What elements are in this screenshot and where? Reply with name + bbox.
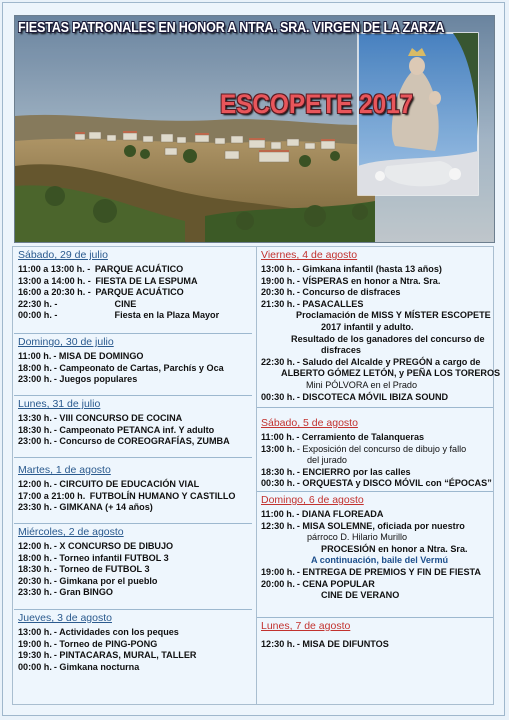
- event-row: 18:00 h. - Torneo infantil FUTBOL 3: [18, 552, 169, 563]
- event-row: 11:00 h. - Cerramiento de Talanqueras: [261, 432, 425, 442]
- landscape-illustration: [15, 16, 494, 242]
- event-row: 20:00 h. - CENA POPULAR: [261, 578, 375, 589]
- day-header: Lunes, 7 de agosto: [261, 620, 351, 632]
- event-row: 13:00 h. - Exposición del concurso de dibujo y fallo: [261, 443, 467, 454]
- event-row: 11:00 h. - MISA DE DOMINGO: [18, 351, 144, 361]
- day-header: Domingo, 6 de agosto: [261, 494, 364, 506]
- event-note: párroco D. Hilario Murillo: [307, 532, 408, 543]
- event-note: PROCESIÓN en honor a Ntra. Sra.: [321, 543, 468, 554]
- day-block-wed-2: [14, 523, 252, 609]
- event-row: 19:30 h. - PINTACARAS, MURAL, TALLER: [18, 650, 197, 661]
- event-row: 23:00 h. - Concurso de COREOGRAFÍAS, ZUMBA: [18, 436, 230, 447]
- event-row: 13:00 a 14:00 h. - FIESTA DE LA ESPUMA: [18, 275, 198, 286]
- event-row: 23:30 h. - Gran BINGO: [18, 587, 113, 598]
- event-row: 11:00 a 13:00 h. - PARQUE ACUÁTICO: [18, 264, 184, 274]
- event-row: 23:00 h. - Juegos populares: [18, 374, 138, 385]
- event-note: A continuación, baile del Vermú: [311, 555, 449, 566]
- event-row: 11:00 h. - DIANA FLOREADA: [261, 509, 384, 519]
- poster-title: FIESTAS PATRONALES EN HONOR A NTRA. SRA. VIRGEN DE LA ZARZA: [18, 20, 445, 36]
- event-row: 12:30 h. - MISA SOLEMNE, oficiada por nuestro: [261, 520, 465, 531]
- event-note: Proclamación de MISS Y MÍSTER ESCOPETE: [296, 310, 491, 321]
- day-block-tue-1: [14, 457, 252, 523]
- day-header: Domingo, 30 de julio: [18, 336, 114, 348]
- event-row: 13:00 h. - Actividades con los peques: [18, 627, 179, 637]
- day-header: Lunes, 31 de julio: [18, 398, 101, 410]
- event-row: 23:30 h. - GIMKANA (+ 14 años): [18, 502, 153, 513]
- event-row: 12:30 h. - MISA DE DIFUNTOS: [261, 639, 389, 649]
- event-row: 21:30 h. - PASACALLES: [261, 298, 364, 309]
- event-row: 12:00 h. - CIRCUITO DE EDUCACIÓN VIAL: [18, 479, 200, 489]
- event-note: ALBERTO GÓMEZ LETÓN, y PEÑA LOS TOREROS: [281, 368, 501, 379]
- day-header: Miércoles, 2 de agosto: [18, 526, 124, 538]
- event-note: Mini PÓLVORA en el Prado: [306, 379, 418, 390]
- day-block-mon-31: [14, 395, 252, 457]
- event-note: 2017 infantil y adulto.: [321, 321, 414, 332]
- day-block-sat-5: [257, 407, 493, 491]
- event-row: 00:00 h. - Gimkana nocturna: [18, 661, 140, 672]
- event-row: 12:00 h. - X CONCURSO DE DIBUJO: [18, 541, 174, 551]
- event-note: CINE DE VERANO: [321, 590, 400, 601]
- event-row: 17:00 a 21:00 h. FUTBOLÍN HUMANO Y CASTILLO: [18, 490, 236, 501]
- event-row: 22:30 h. - CINE: [18, 298, 137, 309]
- event-row: 20:30 h. - Concurso de disfraces: [261, 287, 401, 298]
- event-note: disfraces: [321, 345, 361, 356]
- event-row: 18:00 h. - Campeonato de Cartas, Parchís y Oca: [18, 362, 224, 373]
- day-block-sun-6: [257, 491, 493, 617]
- day-header: Viernes, 4 de agosto: [261, 249, 358, 261]
- day-header: Sábado, 29 de julio: [18, 249, 108, 261]
- schedule-left-column: [14, 247, 252, 704]
- day-block-mon-7: [257, 617, 493, 667]
- day-header: Martes, 1 de agosto: [18, 464, 111, 476]
- poster-subtitle: ESCOPETE 2017: [220, 89, 414, 119]
- event-row: 13:00 h. - Gimkana infantil (hasta 13 años): [261, 264, 442, 274]
- event-row: 18:30 h. - ENCIERRO por las calles: [261, 466, 411, 477]
- event-row: 13:30 h. - VIII CONCURSO DE COCINA: [18, 413, 183, 423]
- day-header: Sábado, 5 de agosto: [261, 417, 358, 429]
- event-note: Resultado de los ganadores del concurso de: [291, 333, 485, 344]
- day-block-thu-3: [14, 609, 252, 704]
- event-row: 00:00 h. - Fiesta en la Plaza Mayor: [18, 310, 220, 321]
- day-block-sun-30: [14, 333, 252, 395]
- hero-image: [14, 15, 495, 243]
- event-row: 22:30 h. - Saludo del Alcalde y PREGÓN a cargo de: [261, 356, 481, 367]
- schedule-right-column: [256, 247, 501, 704]
- event-row: 20:30 h. - Gimkana por el pueblo: [18, 575, 158, 586]
- event-row: 16:00 a 20:30 h. - PARQUE ACUÁTICO: [18, 287, 184, 298]
- event-note: del jurado: [307, 455, 347, 466]
- event-row: 18:30 h. - Torneo de FUTBOL 3: [18, 564, 150, 575]
- event-row: 00:30 h. - DISCOTECA MÓVIL IBIZA SOUND: [261, 391, 449, 402]
- day-header: Jueves, 3 de agosto: [18, 612, 112, 624]
- event-row: 19:00 h. - ENTREGA DE PREMIOS Y FIN DE FIESTA: [261, 566, 481, 577]
- event-row: 18:30 h. - Campeonato PETANCA inf. Y adulto: [18, 424, 215, 435]
- event-row: 00:30 h. - ORQUESTA y DISCO MÓVIL con “ÉPOCAS”: [261, 478, 492, 489]
- day-block-sat-29: [14, 247, 252, 333]
- event-row: 19:00 h. - Torneo de PING-PONG: [18, 638, 158, 649]
- schedule-table: [12, 246, 501, 705]
- day-block-fri-4: [257, 247, 501, 407]
- event-row: 19:00 h. - VÍSPERAS en honor a Ntra. Sra.: [261, 275, 441, 286]
